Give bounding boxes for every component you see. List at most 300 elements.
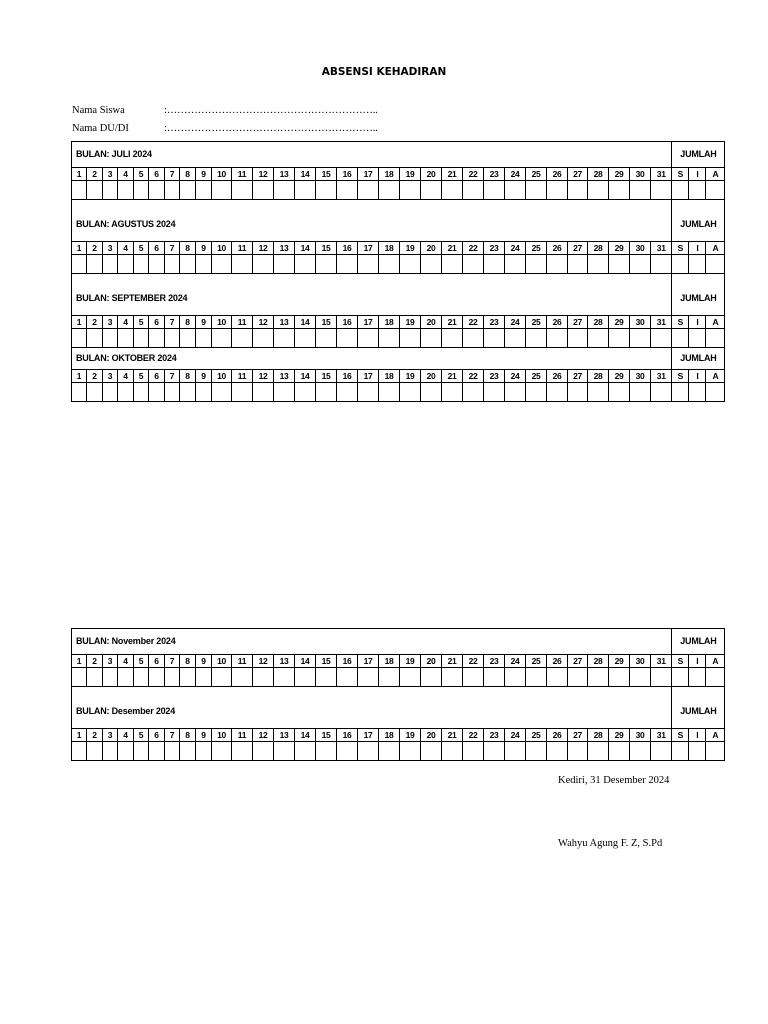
day-number-cell: 4 [118, 729, 134, 742]
attendance-entry-cell[interactable] [196, 255, 212, 274]
attendance-entry-cell[interactable] [421, 181, 442, 200]
day-number-cell: 11 [232, 168, 253, 181]
attendance-entry-cell[interactable] [400, 329, 421, 348]
attendance-entry-cell[interactable] [706, 181, 725, 200]
attendance-entry-cell[interactable] [484, 255, 505, 274]
attendance-entry-cell[interactable] [212, 329, 232, 348]
day-number-cell: 30 [630, 242, 651, 255]
attendance-entry-cell[interactable] [232, 668, 253, 687]
attendance-entry-cell[interactable] [72, 329, 87, 348]
day-number-cell: 4 [118, 168, 134, 181]
attendance-entry-cell[interactable] [337, 181, 358, 200]
attendance-entry-cell[interactable] [87, 329, 103, 348]
day-number-cell: 8 [180, 370, 196, 383]
attendance-entry-cell[interactable] [253, 255, 274, 274]
attendance-entry-cell[interactable] [253, 668, 274, 687]
student-name-field: :…………………………………………………….. [164, 105, 378, 116]
attendance-entry-cell[interactable] [295, 742, 316, 761]
day-number-cell: 17 [358, 655, 379, 668]
attendance-entry-cell[interactable] [212, 383, 232, 402]
day-number-cell: 18 [379, 316, 400, 329]
place-date: Kediri, 31 Desember 2024 [558, 775, 670, 786]
attendance-entry-cell[interactable] [196, 383, 212, 402]
attendance-entry-cell[interactable] [316, 329, 337, 348]
day-number-cell: 31 [651, 729, 672, 742]
attendance-entry-cell[interactable] [400, 255, 421, 274]
attendance-entry-cell[interactable] [400, 668, 421, 687]
day-number-cell: 9 [196, 242, 212, 255]
day-number-cell: 15 [316, 370, 337, 383]
attendance-entry-cell[interactable] [295, 329, 316, 348]
attendance-entry-cell[interactable] [484, 329, 505, 348]
attendance-entry-cell[interactable] [165, 181, 180, 200]
attendance-entry-cell[interactable] [72, 668, 87, 687]
attendance-entry-cell[interactable] [672, 383, 689, 402]
day-number-cell: 30 [630, 729, 651, 742]
attendance-entry-cell[interactable] [630, 255, 651, 274]
day-number-cell: 10 [212, 370, 232, 383]
attendance-entry-cell[interactable] [274, 742, 295, 761]
attendance-entry-cell[interactable] [180, 255, 196, 274]
day-number-cell: 10 [212, 242, 232, 255]
attendance-entry-cell[interactable] [165, 383, 180, 402]
attendance-entry-cell[interactable] [400, 383, 421, 402]
month-header-row [72, 348, 725, 370]
attendance-entry-cell[interactable] [379, 255, 400, 274]
attendance-entry-cell[interactable] [196, 181, 212, 200]
attendance-entry-cell[interactable] [103, 181, 118, 200]
attendance-entry-cell[interactable] [588, 329, 609, 348]
attendance-entry-cell[interactable] [630, 181, 651, 200]
attendance-entry-cell[interactable] [484, 181, 505, 200]
attendance-entry-cell[interactable] [253, 742, 274, 761]
attendance-entry-cell[interactable] [609, 383, 630, 402]
day-number-cell: 2 [87, 729, 103, 742]
attendance-entry-cell[interactable] [421, 329, 442, 348]
day-number-cell: 31 [651, 655, 672, 668]
day-number-cell: 21 [442, 242, 463, 255]
attendance-entry-cell[interactable] [463, 383, 484, 402]
attendance-entry-cell[interactable] [505, 383, 526, 402]
day-number-cell: 23 [484, 242, 505, 255]
jumlah-header: JUMLAH [672, 629, 725, 655]
day-number-cell: 25 [526, 168, 547, 181]
attendance-entry-cell[interactable] [274, 181, 295, 200]
day-number-row [72, 729, 725, 742]
attendance-entry-cell[interactable] [526, 668, 547, 687]
attendance-entry-cell[interactable] [134, 742, 149, 761]
attendance-entry-cell[interactable] [212, 255, 232, 274]
day-number-cell: 2 [87, 242, 103, 255]
attendance-entry-cell[interactable] [316, 383, 337, 402]
day-number-cell: 9 [196, 729, 212, 742]
attendance-entry-cell[interactable] [180, 383, 196, 402]
attendance-entry-cell[interactable] [87, 181, 103, 200]
attendance-entry-cell[interactable] [672, 181, 689, 200]
attendance-entry-cell[interactable] [442, 742, 463, 761]
attendance-entry-cell[interactable] [180, 329, 196, 348]
jumlah-header: JUMLAH [672, 200, 725, 242]
month-header-row [72, 274, 725, 316]
attendance-entry-cell[interactable] [442, 329, 463, 348]
day-number-cell: 5 [134, 655, 149, 668]
attendance-entry-cell[interactable] [689, 255, 706, 274]
attendance-entry-cell[interactable] [316, 742, 337, 761]
attendance-entry-cell[interactable] [134, 181, 149, 200]
day-number-cell: 1 [72, 316, 87, 329]
attendance-entry-cell[interactable] [149, 668, 165, 687]
day-number-cell: 2 [87, 168, 103, 181]
attendance-table-nov-dec [71, 628, 725, 761]
day-number-cell: 2 [87, 370, 103, 383]
attendance-entry-cell[interactable] [274, 329, 295, 348]
attendance-entry-cell[interactable] [72, 383, 87, 402]
attendance-entry-cell[interactable] [630, 742, 651, 761]
attendance-entry-cell[interactable] [484, 742, 505, 761]
attendance-entry-cell[interactable] [103, 383, 118, 402]
jumlah-header: JUMLAH [672, 274, 725, 316]
attendance-entry-cell[interactable] [672, 329, 689, 348]
month-label: BULAN: AGUSTUS 2024 [72, 200, 672, 242]
attendance-entry-cell[interactable] [358, 181, 379, 200]
attendance-entry-cell[interactable] [463, 668, 484, 687]
attendance-entry-cell[interactable] [400, 742, 421, 761]
attendance-entry-cell[interactable] [274, 383, 295, 402]
attendance-entry-cell[interactable] [180, 742, 196, 761]
attendance-entry-cell[interactable] [274, 668, 295, 687]
attendance-entry-cell[interactable] [149, 329, 165, 348]
attendance-entry-cell[interactable] [337, 742, 358, 761]
day-number-cell: 2 [87, 655, 103, 668]
attendance-entry-cell[interactable] [568, 383, 588, 402]
day-number-cell: 5 [134, 242, 149, 255]
day-number-cell: 28 [588, 316, 609, 329]
day-number-cell: 14 [295, 316, 316, 329]
attendance-entry-cell[interactable] [103, 329, 118, 348]
attendance-entry-cell[interactable] [316, 181, 337, 200]
attendance-entry-cell[interactable] [103, 742, 118, 761]
attendance-entry-cell[interactable] [689, 668, 706, 687]
attendance-entry-cell[interactable] [196, 668, 212, 687]
attendance-entry-cell[interactable] [672, 255, 689, 274]
attendance-entry-cell[interactable] [87, 668, 103, 687]
attendance-entry-cell[interactable] [568, 742, 588, 761]
day-number-cell: 6 [149, 168, 165, 181]
company-name-field: :…………………………………………………….. [164, 123, 378, 134]
day-number-cell: 14 [295, 729, 316, 742]
jumlah-type-cell: A [706, 168, 725, 181]
day-number-cell: 3 [103, 370, 118, 383]
attendance-entry-cell[interactable] [72, 181, 87, 200]
attendance-entry-cell[interactable] [706, 329, 725, 348]
attendance-entry-cell[interactable] [118, 383, 134, 402]
day-number-cell: 7 [165, 370, 180, 383]
attendance-entry-cell[interactable] [547, 255, 568, 274]
attendance-entry-cell[interactable] [547, 668, 568, 687]
day-number-cell: 3 [103, 655, 118, 668]
day-number-cell: 11 [232, 655, 253, 668]
attendance-entry-cell[interactable] [253, 383, 274, 402]
attendance-entry-cell[interactable] [672, 668, 689, 687]
attendance-entry-cell[interactable] [337, 383, 358, 402]
attendance-entry-cell[interactable] [149, 181, 165, 200]
attendance-entry-cell[interactable] [630, 668, 651, 687]
attendance-entry-cell[interactable] [689, 383, 706, 402]
attendance-entry-cell[interactable] [337, 329, 358, 348]
day-number-cell: 13 [274, 168, 295, 181]
attendance-entry-cell[interactable] [505, 255, 526, 274]
day-number-cell: 19 [400, 729, 421, 742]
day-number-cell: 27 [568, 729, 588, 742]
attendance-entry-cell[interactable] [358, 742, 379, 761]
day-number-cell: 17 [358, 242, 379, 255]
attendance-entry-cell[interactable] [180, 181, 196, 200]
attendance-entry-cell[interactable] [103, 255, 118, 274]
attendance-entry-cell[interactable] [232, 329, 253, 348]
day-number-cell: 23 [484, 168, 505, 181]
day-number-row [72, 316, 725, 329]
jumlah-type-cell: S [672, 655, 689, 668]
day-number-cell: 9 [196, 370, 212, 383]
attendance-entry-cell[interactable] [134, 329, 149, 348]
jumlah-type-cell: I [689, 370, 706, 383]
day-number-cell: 14 [295, 655, 316, 668]
attendance-entry-cell[interactable] [442, 668, 463, 687]
day-number-cell: 7 [165, 316, 180, 329]
attendance-entry-cell[interactable] [526, 383, 547, 402]
company-name-label: Nama DU/DI [72, 123, 129, 134]
attendance-entry-cell[interactable] [134, 255, 149, 274]
attendance-entry-cell[interactable] [379, 668, 400, 687]
attendance-entry-cell[interactable] [295, 181, 316, 200]
attendance-entry-cell[interactable] [180, 668, 196, 687]
attendance-entry-cell[interactable] [651, 181, 672, 200]
day-number-cell: 25 [526, 316, 547, 329]
day-number-cell: 1 [72, 242, 87, 255]
attendance-entry-cell[interactable] [421, 742, 442, 761]
day-number-cell: 5 [134, 168, 149, 181]
day-number-cell: 12 [253, 370, 274, 383]
attendance-entry-cell[interactable] [463, 329, 484, 348]
attendance-entry-cell[interactable] [463, 742, 484, 761]
attendance-entry-cell[interactable] [484, 668, 505, 687]
attendance-entry-cell[interactable] [568, 668, 588, 687]
day-number-cell: 27 [568, 242, 588, 255]
attendance-entry-cell[interactable] [149, 742, 165, 761]
attendance-entry-cell[interactable] [358, 255, 379, 274]
attendance-entry-cell[interactable] [295, 668, 316, 687]
attendance-entry-cell[interactable] [609, 329, 630, 348]
attendance-entry-cell[interactable] [442, 383, 463, 402]
day-number-cell: 13 [274, 242, 295, 255]
attendance-entry-cell[interactable] [689, 181, 706, 200]
attendance-entry-cell[interactable] [630, 383, 651, 402]
day-number-cell: 8 [180, 242, 196, 255]
attendance-entry-cell[interactable] [547, 383, 568, 402]
day-number-cell: 12 [253, 242, 274, 255]
day-number-cell: 21 [442, 316, 463, 329]
day-number-cell: 18 [379, 655, 400, 668]
attendance-entry-row [72, 181, 725, 200]
month-header-row [72, 629, 725, 655]
day-number-cell: 10 [212, 655, 232, 668]
attendance-entry-cell[interactable] [442, 181, 463, 200]
attendance-entry-cell[interactable] [463, 255, 484, 274]
attendance-entry-cell[interactable] [400, 181, 421, 200]
attendance-entry-cell[interactable] [379, 742, 400, 761]
attendance-entry-cell[interactable] [526, 742, 547, 761]
day-number-cell: 13 [274, 729, 295, 742]
attendance-entry-cell[interactable] [87, 383, 103, 402]
day-number-cell: 24 [505, 729, 526, 742]
attendance-entry-cell[interactable] [134, 383, 149, 402]
attendance-entry-cell[interactable] [505, 329, 526, 348]
attendance-entry-cell[interactable] [165, 255, 180, 274]
attendance-entry-cell[interactable] [651, 742, 672, 761]
attendance-entry-cell[interactable] [149, 255, 165, 274]
attendance-entry-cell[interactable] [609, 742, 630, 761]
day-number-cell: 25 [526, 242, 547, 255]
attendance-entry-cell[interactable] [609, 255, 630, 274]
day-number-cell: 3 [103, 729, 118, 742]
attendance-entry-cell[interactable] [337, 255, 358, 274]
attendance-entry-cell[interactable] [87, 255, 103, 274]
attendance-entry-cell[interactable] [651, 383, 672, 402]
attendance-entry-cell[interactable] [379, 329, 400, 348]
attendance-entry-cell[interactable] [421, 383, 442, 402]
day-number-cell: 11 [232, 242, 253, 255]
attendance-entry-cell[interactable] [568, 329, 588, 348]
attendance-entry-cell[interactable] [588, 742, 609, 761]
day-number-cell: 18 [379, 242, 400, 255]
attendance-entry-cell[interactable] [421, 255, 442, 274]
attendance-entry-cell[interactable] [609, 181, 630, 200]
attendance-entry-cell[interactable] [568, 181, 588, 200]
attendance-entry-cell[interactable] [358, 383, 379, 402]
attendance-entry-cell[interactable] [706, 742, 725, 761]
attendance-entry-cell[interactable] [609, 668, 630, 687]
attendance-entry-cell[interactable] [118, 742, 134, 761]
attendance-entry-cell[interactable] [463, 181, 484, 200]
day-number-cell: 5 [134, 729, 149, 742]
attendance-entry-cell[interactable] [274, 255, 295, 274]
attendance-entry-cell[interactable] [588, 255, 609, 274]
day-number-cell: 6 [149, 242, 165, 255]
attendance-entry-cell[interactable] [651, 255, 672, 274]
attendance-entry-cell[interactable] [118, 668, 134, 687]
attendance-entry-cell[interactable] [706, 383, 725, 402]
day-number-cell: 25 [526, 729, 547, 742]
attendance-entry-cell[interactable] [134, 668, 149, 687]
day-number-cell: 12 [253, 729, 274, 742]
attendance-entry-cell[interactable] [379, 181, 400, 200]
attendance-entry-cell[interactable] [689, 742, 706, 761]
attendance-entry-cell[interactable] [149, 383, 165, 402]
day-number-cell: 20 [421, 729, 442, 742]
attendance-entry-cell[interactable] [165, 329, 180, 348]
day-number-cell: 7 [165, 168, 180, 181]
attendance-entry-cell[interactable] [588, 668, 609, 687]
attendance-entry-cell[interactable] [87, 742, 103, 761]
attendance-entry-cell[interactable] [253, 329, 274, 348]
attendance-entry-cell[interactable] [212, 668, 232, 687]
attendance-entry-cell[interactable] [118, 181, 134, 200]
month-header-row [72, 142, 725, 168]
attendance-entry-cell[interactable] [689, 329, 706, 348]
attendance-entry-cell[interactable] [526, 329, 547, 348]
attendance-entry-cell[interactable] [442, 255, 463, 274]
attendance-entry-cell[interactable] [196, 329, 212, 348]
attendance-entry-cell[interactable] [706, 255, 725, 274]
attendance-entry-cell[interactable] [547, 742, 568, 761]
attendance-entry-cell[interactable] [358, 329, 379, 348]
attendance-entry-cell[interactable] [547, 329, 568, 348]
attendance-entry-cell[interactable] [568, 255, 588, 274]
attendance-entry-cell[interactable] [232, 383, 253, 402]
attendance-entry-cell[interactable] [295, 255, 316, 274]
attendance-entry-cell[interactable] [212, 742, 232, 761]
attendance-entry-cell[interactable] [72, 255, 87, 274]
attendance-entry-cell[interactable] [337, 668, 358, 687]
attendance-entry-cell[interactable] [651, 329, 672, 348]
attendance-entry-row [72, 668, 725, 687]
day-number-cell: 17 [358, 729, 379, 742]
attendance-entry-cell[interactable] [295, 383, 316, 402]
attendance-entry-cell[interactable] [118, 329, 134, 348]
day-number-cell: 17 [358, 168, 379, 181]
attendance-entry-cell[interactable] [526, 255, 547, 274]
attendance-entry-cell[interactable] [706, 668, 725, 687]
attendance-entry-cell[interactable] [316, 255, 337, 274]
attendance-entry-cell[interactable] [547, 181, 568, 200]
attendance-entry-cell[interactable] [232, 181, 253, 200]
attendance-entry-cell[interactable] [232, 742, 253, 761]
attendance-entry-cell[interactable] [630, 329, 651, 348]
attendance-entry-cell[interactable] [196, 742, 212, 761]
attendance-entry-cell[interactable] [588, 383, 609, 402]
attendance-entry-cell[interactable] [526, 181, 547, 200]
day-number-cell: 26 [547, 729, 568, 742]
attendance-entry-cell[interactable] [118, 255, 134, 274]
attendance-entry-cell[interactable] [651, 668, 672, 687]
day-number-cell: 26 [547, 370, 568, 383]
attendance-entry-cell[interactable] [588, 181, 609, 200]
attendance-entry-cell[interactable] [505, 181, 526, 200]
attendance-entry-cell[interactable] [316, 668, 337, 687]
day-number-cell: 1 [72, 655, 87, 668]
attendance-entry-cell[interactable] [505, 668, 526, 687]
attendance-entry-cell[interactable] [232, 255, 253, 274]
attendance-entry-cell[interactable] [165, 668, 180, 687]
day-number-cell: 18 [379, 370, 400, 383]
attendance-entry-cell[interactable] [165, 742, 180, 761]
attendance-entry-cell[interactable] [379, 383, 400, 402]
day-number-cell: 14 [295, 168, 316, 181]
attendance-entry-cell[interactable] [672, 742, 689, 761]
attendance-entry-cell[interactable] [103, 668, 118, 687]
day-number-cell: 8 [180, 168, 196, 181]
day-number-cell: 20 [421, 370, 442, 383]
attendance-entry-cell[interactable] [358, 668, 379, 687]
day-number-cell: 11 [232, 370, 253, 383]
attendance-entry-cell[interactable] [505, 742, 526, 761]
day-number-cell: 15 [316, 655, 337, 668]
attendance-entry-cell[interactable] [72, 742, 87, 761]
attendance-entry-cell[interactable] [212, 181, 232, 200]
attendance-entry-cell[interactable] [484, 383, 505, 402]
attendance-entry-cell[interactable] [253, 181, 274, 200]
attendance-entry-cell[interactable] [421, 668, 442, 687]
